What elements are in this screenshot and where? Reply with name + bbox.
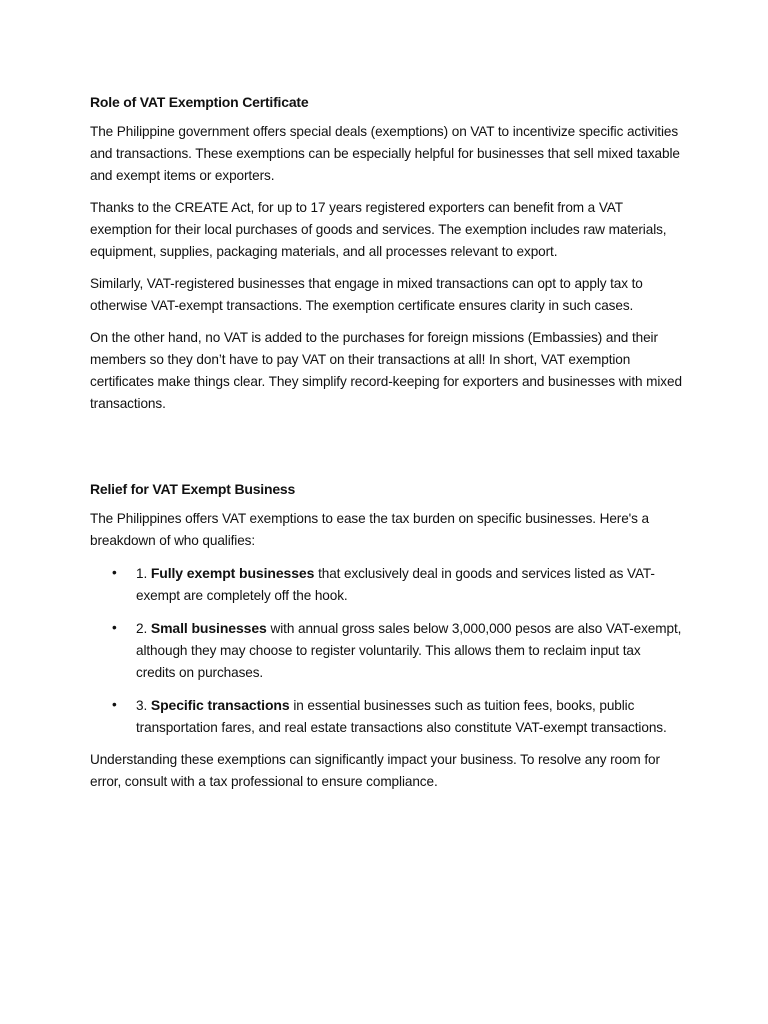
item-number: 3. xyxy=(136,698,151,713)
intro-paragraph: The Philippines offers VAT exemptions to ease the tax burden on specific businesses. Here's a breakdown of who qualifies: xyxy=(90,511,650,548)
section-vat-exemption-certificate xyxy=(90,92,682,415)
section-relief-vat-exempt-business xyxy=(90,479,682,793)
paragraph: The Philippine government offers special deals (exemptions) on VAT to incentivize specific activities and transactions. These exemptions can be especially helpful for businesses that sell mixed taxable and exempt items or exporters. xyxy=(90,124,680,183)
paragraph: On the other hand, no VAT is added to the purchases for foreign missions (Embassies) and their members so they don’t have to pay VAT on their transactions at all! In short, VAT exemption certificates make things clear. They simplify record-keeping for exporters and businesses with mixed transactions. xyxy=(90,330,682,411)
bullet-icon: • xyxy=(112,565,117,580)
section-heading: Role of VAT Exemption Certificate xyxy=(90,94,309,110)
list-item xyxy=(90,617,682,684)
bullet-icon: • xyxy=(112,697,117,712)
item-term: Fully exempt businesses xyxy=(150,565,319,581)
item-term: Small businesses xyxy=(150,620,271,636)
qualifier-list xyxy=(90,562,682,739)
conclusion-paragraph: Understanding these exemptions can significantly impact your business. To resolve any room for error, consult with a tax professional to ensure compliance. xyxy=(90,752,660,789)
item-number: 2. xyxy=(136,621,151,636)
list-item xyxy=(90,562,682,607)
document-page xyxy=(90,92,682,803)
item-text: with annual gross sales below 3,000,000 pesos are also VAT-exempt, although they may choose to register voluntarily. This allows them to reclaim input tax credits on purchases. xyxy=(136,621,682,680)
section-heading: Relief for VAT Exempt Business xyxy=(90,481,296,497)
paragraph: Thanks to the CREATE Act, for up to 17 years registered exporters can benefit from a VAT exemption for their local purchases of goods and services. The exemption includes raw materials, equipment, supplies, packaging materials, and all processes relevant to export. xyxy=(90,200,667,259)
bullet-icon: • xyxy=(112,620,117,635)
item-number: 1. xyxy=(136,566,151,581)
item-term: Specific transactions xyxy=(150,697,294,713)
item-text: that exclusively deal in goods and services listed as VAT-exempt are completely off the hook. xyxy=(136,566,655,603)
item-text: in essential businesses such as tuition fees, books, public transportation fares, and real estate transactions also constitute VAT-exempt transactions. xyxy=(136,698,667,735)
list-item xyxy=(90,694,682,739)
paragraph: Similarly, VAT-registered businesses that engage in mixed transactions can opt to apply tax to otherwise VAT-exempt transactions. The exemption certificate ensures clarity in such cases. xyxy=(90,276,643,313)
